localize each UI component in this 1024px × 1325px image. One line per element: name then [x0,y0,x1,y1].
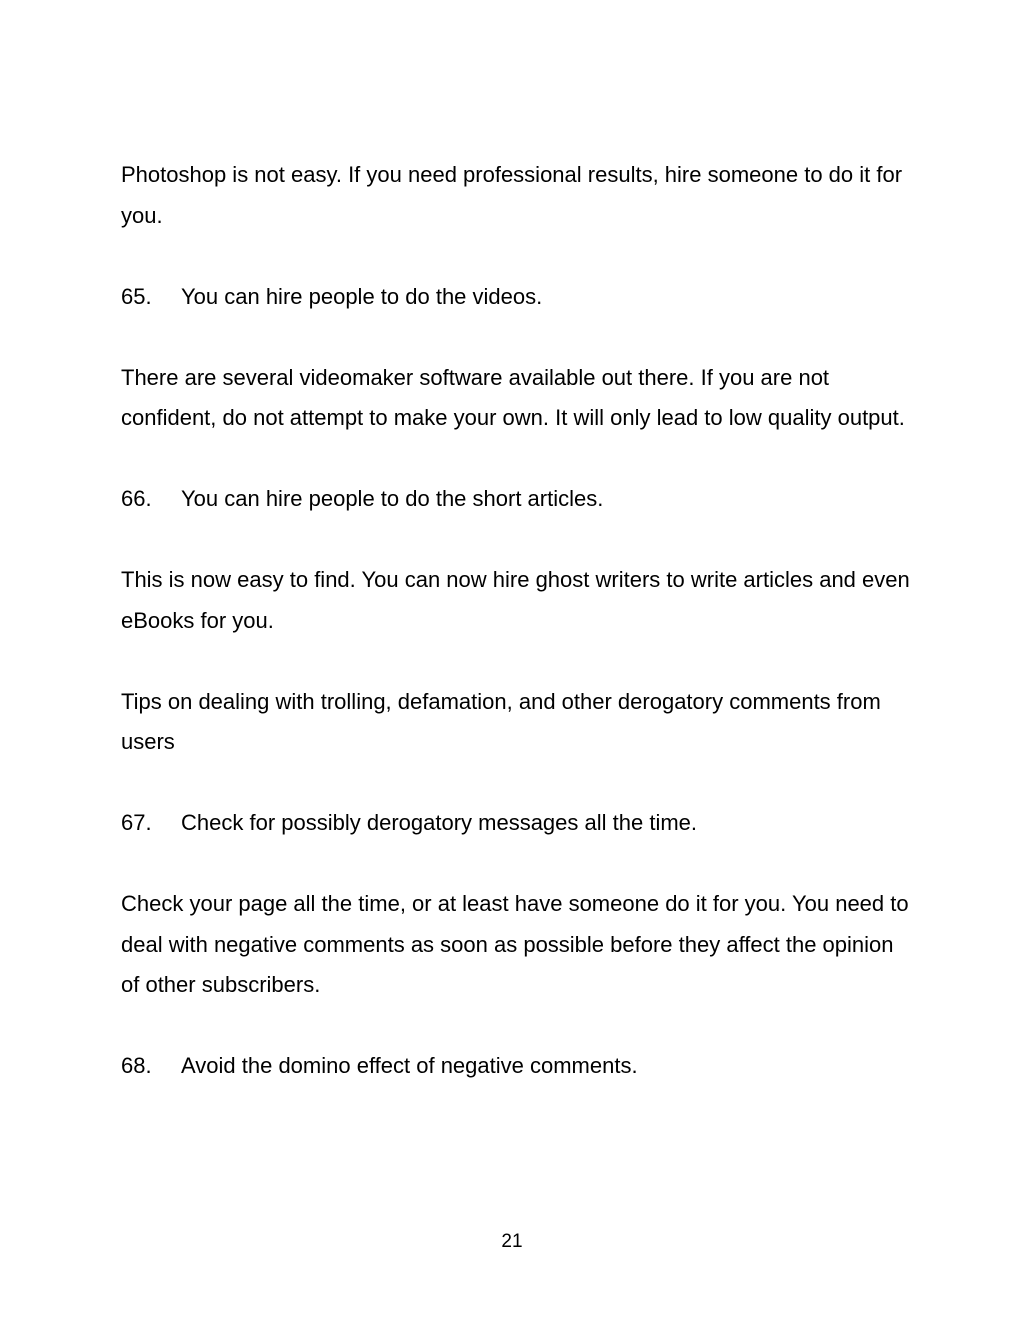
list-item-65 [121,277,911,318]
paragraph-videomaker: There are several videomaker software available out there. If you are not confident, do not attempt to make your own. It will only lead to low quality output. [121,364,905,430]
list-item-67 [121,803,911,844]
paragraph-ghost-writers: This is now easy to find. You can now hire ghost writers to write articles and even eBooks for you. [121,567,910,633]
page-content [121,155,911,1127]
page-number: 21 [501,1231,523,1252]
list-item-number: 68. [121,1053,152,1078]
paragraph-photoshop: Photoshop is not easy. If you need professional results, hire someone to do it for you. [121,162,903,228]
list-item-number: 66. [121,486,152,511]
list-item-66 [121,479,911,520]
list-item-68 [121,1046,911,1087]
list-item-number: 65. [121,283,152,309]
list-item-text: You can hire people to do the videos. [181,283,543,309]
list-item-number: 67. [121,810,152,835]
paragraph-check-page: Check your page all the time, or at least have someone do it for you. You need to deal with negative comments as soon as possible before they affect the opinion of other subscribers. [121,891,909,997]
section-heading-trolling-tips: Tips on dealing with trolling, defamation, and other derogatory comments from users [121,688,881,754]
list-item-text: Avoid the domino effect of negative comments. [181,1053,638,1078]
list-item-text: You can hire people to do the short articles. [181,486,604,511]
list-item-text: Check for possibly derogatory messages all the time. [181,810,698,835]
